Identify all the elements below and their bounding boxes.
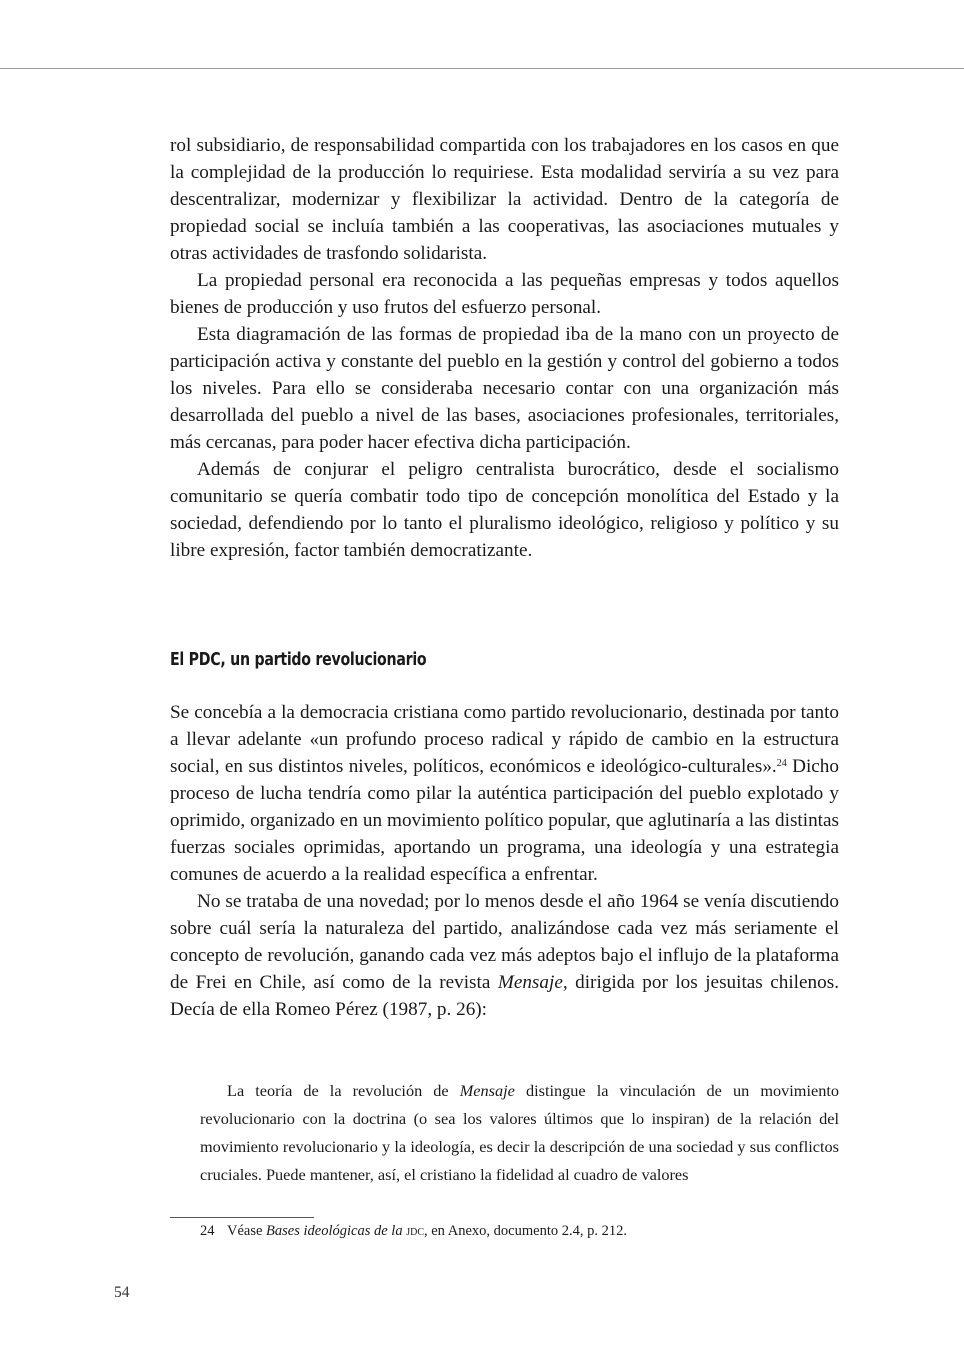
footnote-number: 24 [200,1223,215,1239]
journal-title: Mensaje, [497,972,568,993]
paragraph-text: No se trataba de una novedad; por lo menos desde el año 1964 se venía discutiendo sobre cuál sería la naturaleza del partido, analizándose cada vez más seriamente el concepto de revolución, ganando cada vez más adeptos bajo el influjo de la plataforma de Frei en Chile, así como de la revista [170,891,839,993]
paragraph: Esta diagramación de las formas de propiedad iba de la mano con un proyecto de participación activa y constante del pueblo en la gestión y control del gobierno a todos los niveles. Para ello se consideraba necesario contar con una organización más desarrollada del pueblo a nivel de las bases, asociaciones profesionales, territoriales, más cercanas, para poder hacer efectiva dicha participación. [170,324,839,453]
quote-paragraph [200,1077,839,1189]
quote-text: distingue la vinculación de un movimiento revolucionario con la doctrina (o sea los valores últimos que lo inspiran) de la relación del movimiento revolucionario y la ideología, es decir la descripción de una sociedad y sus conflictos cruciales. Puede mantener, así, el cristiano la fidelidad al cuadro de valores [200,1081,840,1184]
paragraph: Además de conjurar el peligro centralista burocrático, desde el socialismo comunitario se quería combatir todo tipo de concepción monolítica del Estado y la sociedad, defendiendo por lo tanto el pluralismo ideológico, religioso y político y su libre expresión, factor también democratizante. [170,459,839,561]
footnote-text: , en Anexo, documento 2.4, p. 212. [424,1223,627,1239]
footnote-text: Véase [227,1223,267,1239]
page-number: 54 [114,1284,130,1301]
footnote-separator [170,1217,314,1218]
paragraph [170,888,839,1023]
footnote-acronym: jdc [406,1223,424,1239]
paragraph: rol subsidiario, de responsabilidad compartida con los trabajadores en los casos en que la complejidad de la producción lo requiriese. Esta modalidad serviría a su vez para descentralizar, modernizar y flexibilizar la actividad. Dentro de la categoría de propiedad social se incluía también a las cooperativas, las asociaciones mutuales y otras actividades de trasfondo solidarista. [170,135,839,264]
footnote-reference[interactable]: 24 [776,758,787,769]
paragraph-text: dirigida por los jesuitas chilenos. Decía de ella Romeo Pérez (1987, p. 26): [170,972,839,1020]
paragraph-text: Se concebía a la democracia cristiana como partido revolucionario, destinada por tanto a llevar adelante «un profundo proceso radical y rápido de cambio en la estructura social, en sus distintos niveles, políticos, económicos e ideológico-culturales». [170,702,839,777]
journal-title: Mensaje [459,1081,515,1100]
paragraph-text: Dicho proceso de lucha tendría como pilar la auténtica participación del pueblo explotado y oprimido, organizado en un movimiento político popular, que aglutinaría a las distintas fuerzas sociales oprimidas, aportando un programa, una ideología y una estrategia comunes de acuerdo a la realidad específica a enfrentar. [170,756,839,885]
body-text-block-2 [170,699,839,1023]
block-quote [200,1077,839,1189]
paragraph: La propiedad personal era reconocida a las pequeñas empresas y todos aquellos bienes de producción y uso frutos del esfuerzo personal. [170,270,839,318]
section-heading: El PDC, un partido revolucionario [170,650,427,670]
header-rule [0,68,964,69]
quote-text: La teoría de la revolución de [227,1081,460,1100]
body-text-block-1 [170,132,839,564]
footnote [200,1220,840,1242]
paragraph [170,699,839,888]
footnote-document-title: Bases ideológicas de la [266,1223,403,1239]
